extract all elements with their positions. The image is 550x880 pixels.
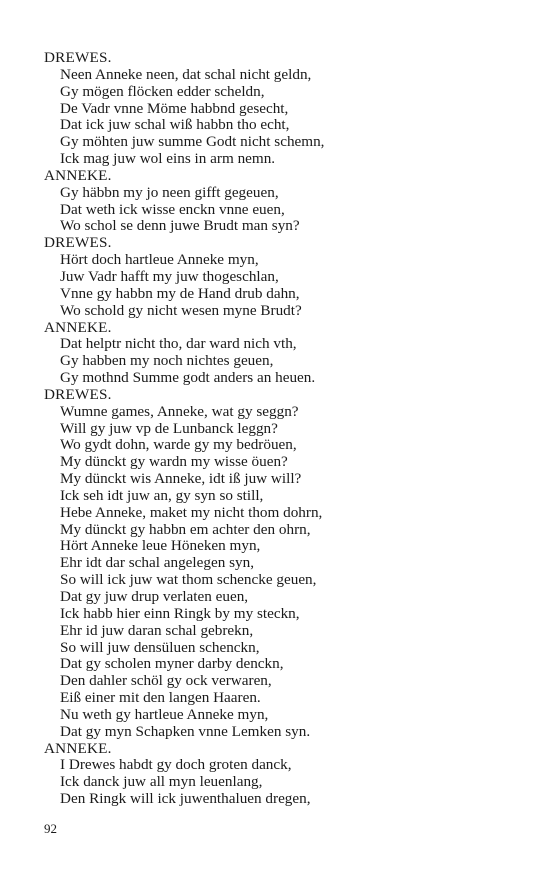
- verse-line: Hebe Anneke, maket my nicht thom dohrn,: [60, 503, 323, 521]
- verse-line: I Drewes habdt gy doch groten danck,: [60, 756, 292, 774]
- verse-line: Ick seh idt juw an, gy syn so still,: [60, 486, 264, 504]
- speaker-name: DREWES.: [44, 49, 112, 66]
- verse-line: Den dahler schöl gy ock verwaren,: [60, 672, 272, 690]
- verse-line: Ick habb hier einn Ringk by my steckn,: [60, 604, 300, 622]
- verse-line: Ick danck juw all myn leuenlang,: [60, 773, 263, 791]
- verse-line: Ick mag juw wol eins in arm nemn.: [60, 150, 276, 168]
- verse-line: Gy mögen flöcken edder scheldn,: [60, 82, 265, 100]
- verse-line: Juw Vadr hafft my juw thogeschlan,: [60, 267, 279, 285]
- verse-line: Den Ringk will ick juwenthaluen dregen,: [60, 790, 311, 808]
- verse-line: Dat gy myn Schapken vnne Lemken syn.: [60, 722, 311, 740]
- verse-line: Will gy juw vp de Lunbanck leggn?: [60, 419, 278, 437]
- verse-line: Ehr id juw daran schal gebrekn,: [60, 621, 254, 639]
- speaker-name: DREWES.: [44, 234, 112, 252]
- dialogue-text: [44, 50, 514, 808]
- verse-line: Dat weth ick wisse enckn vnne euen,: [60, 200, 285, 218]
- speaker-name: ANNEKE.: [44, 166, 112, 184]
- speaker-name: DREWES.: [44, 385, 112, 403]
- verse-line: Wumne games, Anneke, wat gy seggn?: [60, 402, 299, 420]
- page-number: 92: [44, 821, 57, 836]
- verse-line: Wo schol se denn juwe Brudt man syn?: [60, 217, 300, 235]
- speaker-name: ANNEKE.: [44, 739, 112, 757]
- verse-line: Hört doch hartleue Anneke myn,: [60, 251, 259, 269]
- verse-line: Dat gy scholen myner darby denckn,: [60, 655, 284, 673]
- verse-line: Gy häbbn my jo neen gifft gegeuen,: [60, 183, 279, 201]
- verse-line: Hört Anneke leue Höneken myn,: [60, 537, 261, 555]
- verse-line: Neen Anneke neen, dat schal nicht geldn,: [60, 65, 312, 83]
- verse-line: Wo gydt dohn, warde gy my bedröuen,: [60, 436, 297, 454]
- verse-line: Vnne gy habbn my de Hand drub dahn,: [60, 284, 300, 302]
- speaker-name: ANNEKE.: [44, 318, 112, 336]
- verse-line: Dat helptr nicht tho, dar ward nich vth,: [60, 335, 297, 353]
- verse-line: Ehr idt dar schal angelegen syn,: [60, 554, 254, 572]
- verse-line: My dünckt gy wardn my wisse öuen?: [60, 453, 288, 471]
- verse-line: Gy möhten juw summe Godt nicht schemn,: [60, 133, 325, 151]
- verse-line: Gy mothnd Summe godt anders an heuen.: [60, 369, 316, 387]
- verse-line: So will juw densüluen schenckn,: [60, 638, 260, 656]
- verse-line: Nu weth gy hartleue Anneke myn,: [60, 705, 269, 723]
- verse-line: De Vadr vnne Möme habbnd gesecht,: [60, 99, 289, 117]
- verse-line: My dünckt gy habbn em achter den ohrn,: [60, 520, 311, 538]
- verse-line: Eiß einer mit den langen Haaren.: [60, 689, 261, 707]
- verse-line: Wo schold gy nicht wesen myne Brudt?: [60, 301, 302, 319]
- verse-line: So will ick juw wat thom schencke geuen,: [60, 571, 317, 589]
- verse-line: My dünckt wis Anneke, idt iß juw will?: [60, 470, 302, 488]
- verse-line: Dat ick juw schal wiß habbn tho echt,: [60, 116, 290, 134]
- verse-line: Gy habben my noch nichtes geuen,: [60, 352, 274, 370]
- verse-line: Dat gy juw drup verlaten euen,: [60, 588, 249, 605]
